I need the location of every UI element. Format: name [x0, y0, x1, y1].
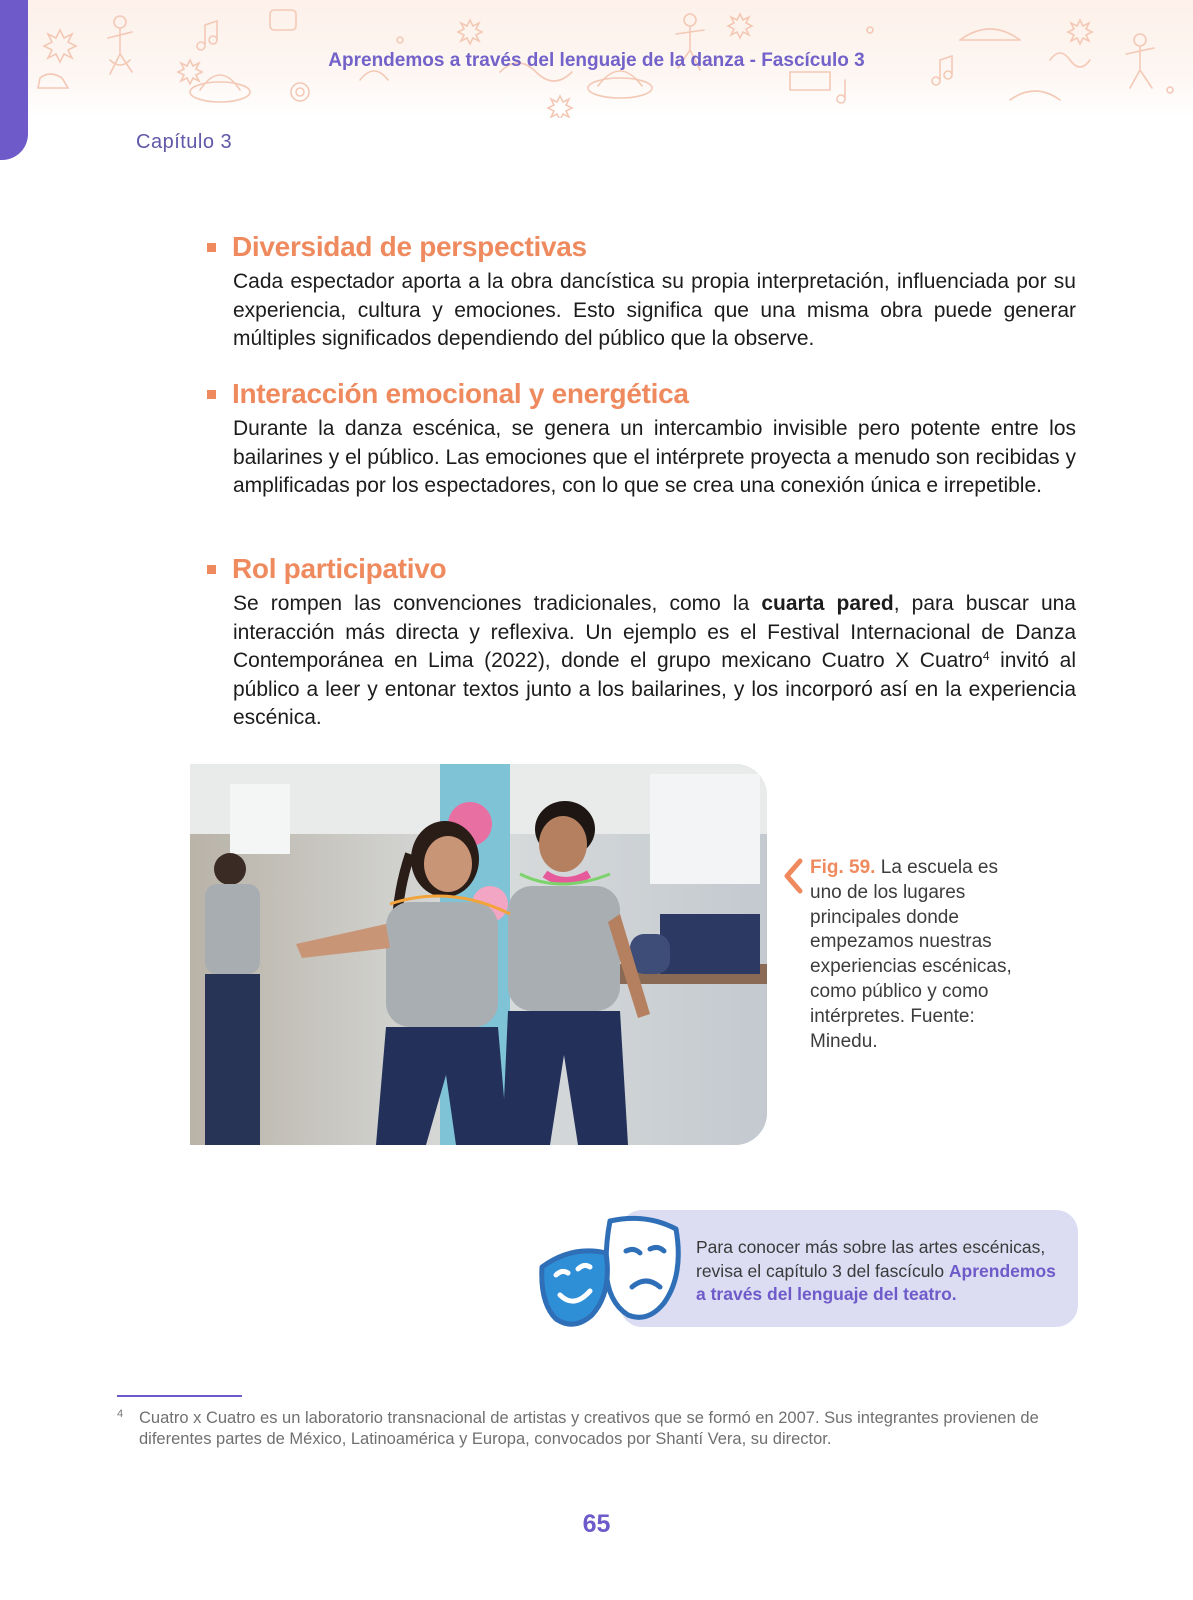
- figure-caption: [810, 856, 1020, 1054]
- figure-photo-students-dancing: [190, 764, 767, 1145]
- figure-label: Fig. 59.: [810, 857, 876, 878]
- related-fascicle-link[interactable]: Aprendemos a través del lenguaje del teatro.: [696, 1260, 1056, 1304]
- paragraph-text: , para buscar una interacción más directa y reflexiva. Un ejemplo es el Festival Internacional de Danza Contemporánea en Lima (2022), donde el grupo mexicano Cuatro X Cuatro: [233, 592, 1076, 673]
- section-heading: [207, 377, 1077, 411]
- section-title: Rol participativo: [232, 553, 447, 584]
- chapter-label: Capítulo 3: [136, 131, 233, 153]
- section-diversidad: [207, 230, 1077, 354]
- square-bullet-icon: [207, 243, 216, 252]
- photo-illustration: [190, 764, 767, 1145]
- bold-term: cuarta pared: [761, 592, 894, 615]
- chapter-side-tab: [0, 0, 28, 160]
- related-content-text: [696, 1236, 1068, 1307]
- footnote-reference[interactable]: 4: [982, 649, 990, 664]
- paragraph-text: Se rompen las convenciones tradicionales, como la: [233, 592, 762, 615]
- section-rol-participativo: [207, 552, 1077, 733]
- theater-masks-icon: [538, 1215, 688, 1327]
- section-paragraph: Cada espectador aporta a la obra dancística su propia interpretación, influenciada por su experiencia, cultura y emociones. Esto significa que una misma obra puede generar múltiples significados dependiendo del público que la observe.: [233, 270, 1076, 351]
- footnote-text: Cuatro x Cuatro es un laboratorio transnacional de artistas y creativos que se formó en 2007. Sus integrantes provienen de diferentes partes de México, Latinoamérica y Europa, convocados por Shantí Vera, su director.: [139, 1409, 1039, 1448]
- footnote-divider: [117, 1395, 242, 1397]
- square-bullet-icon: [207, 565, 216, 574]
- fascicle-title: Aprendemos a través del lenguaje de la danza - Fascículo 3: [328, 50, 865, 71]
- section-heading: [207, 230, 1077, 264]
- figure-caption-text: La escuela es uno de los lugares principales donde empezamos nuestras experiencias escénicas, como público y como intérpretes. Fuente: Minedu.: [810, 857, 1012, 1052]
- paragraph-text: invitó al público a leer y entonar textos junto a los bailarines, y los incorporó así en la experiencia escénica.: [233, 649, 1076, 730]
- section-title: Interacción emocional y energética: [232, 378, 689, 409]
- section-interaccion: [207, 377, 1077, 501]
- info-text: Para conocer más sobre las artes escénicas, revisa el capítulo 3 del fascículo: [696, 1237, 1046, 1281]
- section-heading: [207, 552, 1077, 586]
- footnote-number: 4: [117, 1408, 124, 1420]
- page-number: 65: [582, 1510, 611, 1538]
- square-bullet-icon: [207, 390, 216, 399]
- chevron-left-icon: [782, 858, 804, 894]
- section-paragraph: Durante la danza escénica, se genera un intercambio invisible pero potente entre los bailarines y el público. Las emociones que el intérprete proyecta a menudo son recibidas y amplificadas por los espectadores, con lo que se crea una conexión única e irrepetible.: [233, 417, 1076, 498]
- section-paragraph: [233, 590, 1076, 733]
- section-title: Diversidad de perspectivas: [232, 231, 587, 262]
